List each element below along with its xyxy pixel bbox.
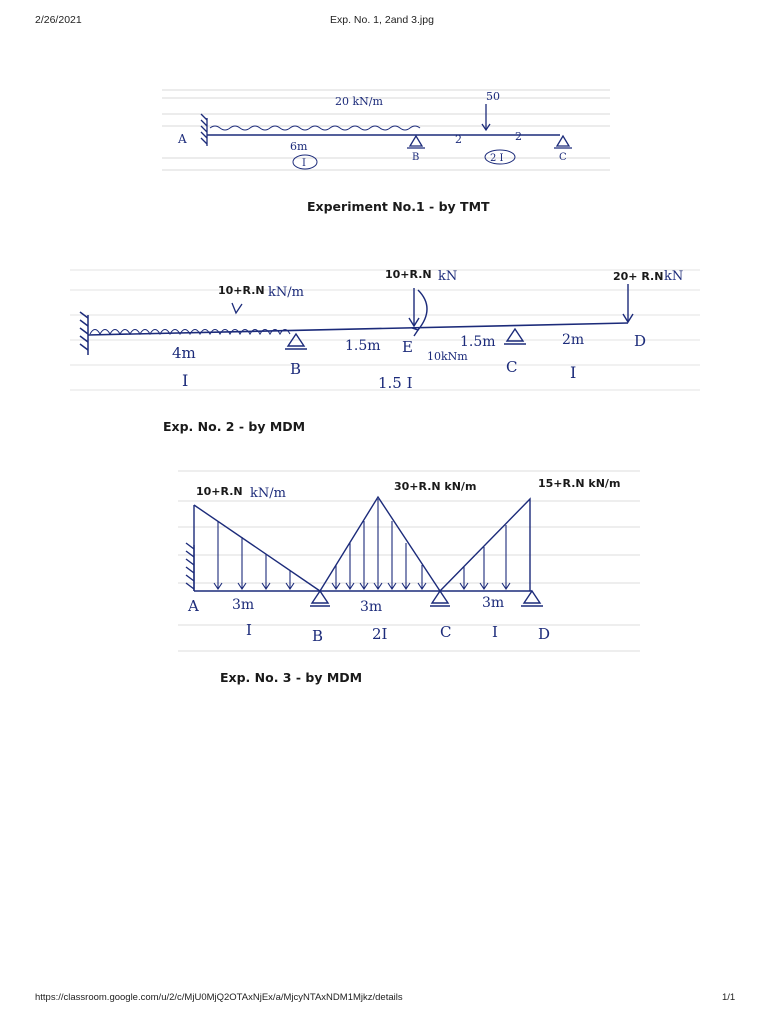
source-url: https://classroom.google.com/u/2/c/MjU0MjQ2OTAxNjEx/a/MjcyNTAxNDM1Mjkz/details: [35, 992, 403, 1003]
page-number: 1/1: [722, 992, 736, 1003]
exp3-fixed-support-a: [186, 543, 194, 591]
exp2-support-b: [285, 334, 307, 349]
exp2-span-ab: 4m: [172, 344, 196, 362]
exp1-support-b: [407, 136, 425, 148]
exp2-point-e-unit: kN: [438, 269, 458, 284]
exp2-udl-printed: 10+R.N: [218, 284, 265, 297]
exp3-label-b: B: [312, 627, 324, 645]
exp3-label-a: A: [188, 597, 199, 615]
exp1-label-c: C: [559, 152, 567, 163]
exp3-span-ab: 3m: [232, 597, 255, 613]
exp2-label-e: E: [402, 338, 413, 356]
exp1-diagram: [0, 80, 768, 270]
exp1-point-load-arrow: [482, 104, 490, 130]
exp2-point-e-printed: 10+R.N: [385, 268, 432, 281]
exp3-load-ab-printed: 10+R.N: [196, 485, 243, 498]
file-title: Exp. No. 1, 2and 3.jpg: [330, 14, 434, 26]
exp1-label-a: A: [178, 132, 187, 146]
exp3-inertia-cd: I: [492, 623, 498, 641]
exp2-point-d-unit: kN: [664, 269, 684, 284]
exp3-label-d: D: [538, 625, 551, 643]
exp1-span-load-c: 2: [515, 130, 522, 143]
exp3-support-b: [310, 591, 330, 606]
exp2-inertia-cd: I: [570, 363, 577, 382]
exp2-caption: Exp. No. 2 - by MDM: [163, 419, 306, 434]
exp3-inertia-ab: I: [246, 621, 252, 639]
exp1-caption: Experiment No.1 - by TMT: [307, 199, 490, 214]
exp1-inertia-bc: 2 I: [490, 153, 504, 164]
exp1-inertia-ab: I: [302, 158, 306, 169]
exp2-label-d: D: [634, 332, 647, 350]
exp3-support-d: [521, 591, 543, 606]
exp1-span-ab: 6m: [290, 140, 308, 153]
exp2-inertia-bc: 1.5 I: [378, 374, 413, 392]
print-date: 2/26/2021: [35, 14, 82, 26]
exp2-udl-arrow: [232, 303, 242, 313]
exp2-point-d-printed: 20+ R.N: [613, 270, 664, 283]
exp2-moment-e: 10kNm: [427, 350, 468, 363]
exp3-inertia-bc: 2I: [372, 625, 388, 643]
exp1-support-c: [554, 136, 572, 148]
exp2-span-ec: 1.5m: [460, 334, 496, 350]
exp2-inertia-ab: I: [182, 371, 189, 390]
exp3-load-cd-outline: [440, 499, 530, 591]
exp2-span-cd: 2m: [562, 332, 585, 348]
exp3-span-cd: 3m: [482, 595, 505, 611]
exp3-load-ab-outline: [194, 505, 320, 591]
exp1-udl-wave: [210, 126, 420, 130]
exp1-span-b-load: 2: [455, 133, 462, 146]
exp2-diagram: [0, 260, 768, 410]
exp3-diagram: [0, 465, 768, 655]
exp2-label-b: B: [290, 360, 302, 378]
exp1-fixed-support-a: [201, 114, 207, 146]
exp3-label-c: C: [440, 623, 452, 641]
exp1-point-load-label: 50: [486, 90, 500, 103]
exp1-udl-label: 20 kN/m: [335, 95, 383, 108]
exp1-label-b: B: [412, 152, 420, 163]
exp3-caption: Exp. No. 3 - by MDM: [220, 670, 363, 685]
exp2-udl-unit: kN/m: [268, 285, 304, 300]
exp3-load-arrows: [214, 499, 510, 589]
exp3-span-bc: 3m: [360, 599, 383, 615]
exp2-label-c: C: [506, 358, 518, 376]
exp3-load-ab-unit: kN/m: [250, 486, 286, 501]
exp2-point-load-e: [409, 288, 427, 336]
exp2-span-be: 1.5m: [345, 338, 381, 354]
exp3-load-bc-printed: 30+R.N kN/m: [394, 480, 477, 493]
exp2-support-c: [504, 329, 526, 344]
exp3-support-c: [430, 591, 450, 606]
exp2-fixed-support: [80, 312, 88, 355]
exp3-load-cd-printed: 15+R.N kN/m: [538, 477, 621, 490]
